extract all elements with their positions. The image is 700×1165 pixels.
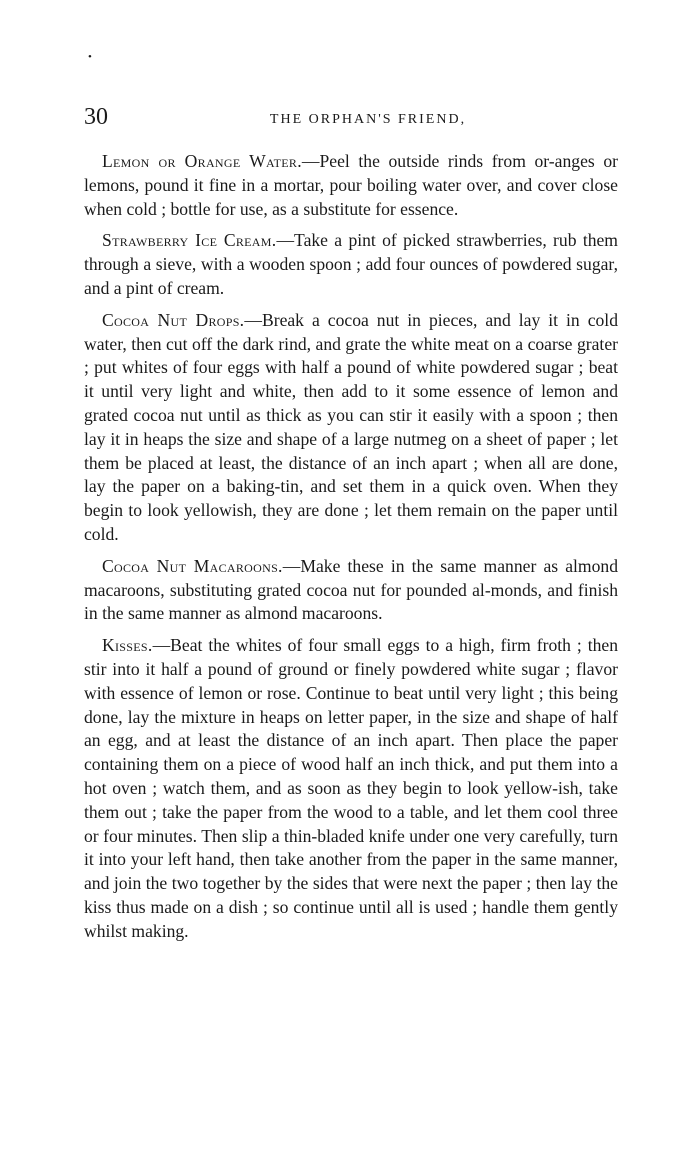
recipe-text: —Beat the whites of four small eggs to a high, firm froth ; then stir into it half a pound of ground or finely powdered white sugar ; flavor with essence of lemon or rose. Continue to beat until very light ; this being done, lay the mixture in heaps on letter paper, in the size and shape of half an egg, and at least the distance of an inch apart. Then place the paper containing them on a piece of wood half an inch thick, and put them into a hot oven ; watch them, and as soon as they begin to look yellow-ish, take them out ; take the paper from the wood to a table, and let them cool three or four minutes. Then slip a thin-bladed knife under one very carefully, turn it into your left hand, then take another from the paper in the same manner, and join the two together by the sides that were next the paper ; then lay the kiss thus made on a dish ; so continue until all is used ; handle them gently whilst making. xyxy=(84,635,618,941)
recipe-text: —Take a pint of picked strawberries, rub them through a sieve, with a wooden spoon ; add four ounces of powdered sugar, and a pint of cream. xyxy=(84,230,618,298)
recipe-cocoa-nut-drops xyxy=(84,309,618,547)
page-mark: • xyxy=(88,51,92,63)
running-head: THE ORPHAN'S FRIEND, xyxy=(269,112,467,127)
recipe-title: Strawberry Ice Cream. xyxy=(102,230,277,251)
recipe-kisses xyxy=(84,634,618,943)
recipe-title: Cocoa Nut Drops. xyxy=(102,309,245,330)
recipe-text: —Make these in the same manner as almond macaroons, substituting grated cocoa nut for pounded al-monds, and finish in the same manner as almond macaroons. xyxy=(84,555,618,624)
page-header xyxy=(84,104,624,134)
recipe-text: —Break a cocoa nut in pieces, and lay it in cold water, then cut off the dark rind, and grate the white meat on a coarse grater ; put whites of four eggs with half a pound of white powdered sugar ; beat it until very light and white, then add to it some essence of lemon and grated cocoa nut until as thick as you can stir it easily with a spoon ; then lay it in heaps the size and shape of a large nutmeg on a sheet of paper ; let them be placed at least, the distance of an inch apart ; when all are done, lay the paper on a baking-tin, and set them in a quick oven. When they begin to look yellowish, they are done ; let them remain on the paper until cold. xyxy=(84,309,618,544)
recipe-title: Kisses. xyxy=(102,635,153,656)
page-number: 30 xyxy=(84,104,108,130)
page-body xyxy=(84,150,618,952)
recipe-cocoa-nut-macaroons xyxy=(84,555,618,626)
recipe-title: Lemon or Orange Water. xyxy=(102,151,302,171)
recipe-title: Cocoa Nut Macaroons. xyxy=(102,555,283,576)
recipe-strawberry-ice-cream xyxy=(84,229,618,300)
recipe-text: —Peel the outside rinds from or-anges or lemons, pound it fine in a mortar, pour boiling water over, and cover close when cold ; bottle for use, as a substitute for essence. xyxy=(84,151,618,219)
recipe-lemon-orange-water xyxy=(84,150,618,221)
